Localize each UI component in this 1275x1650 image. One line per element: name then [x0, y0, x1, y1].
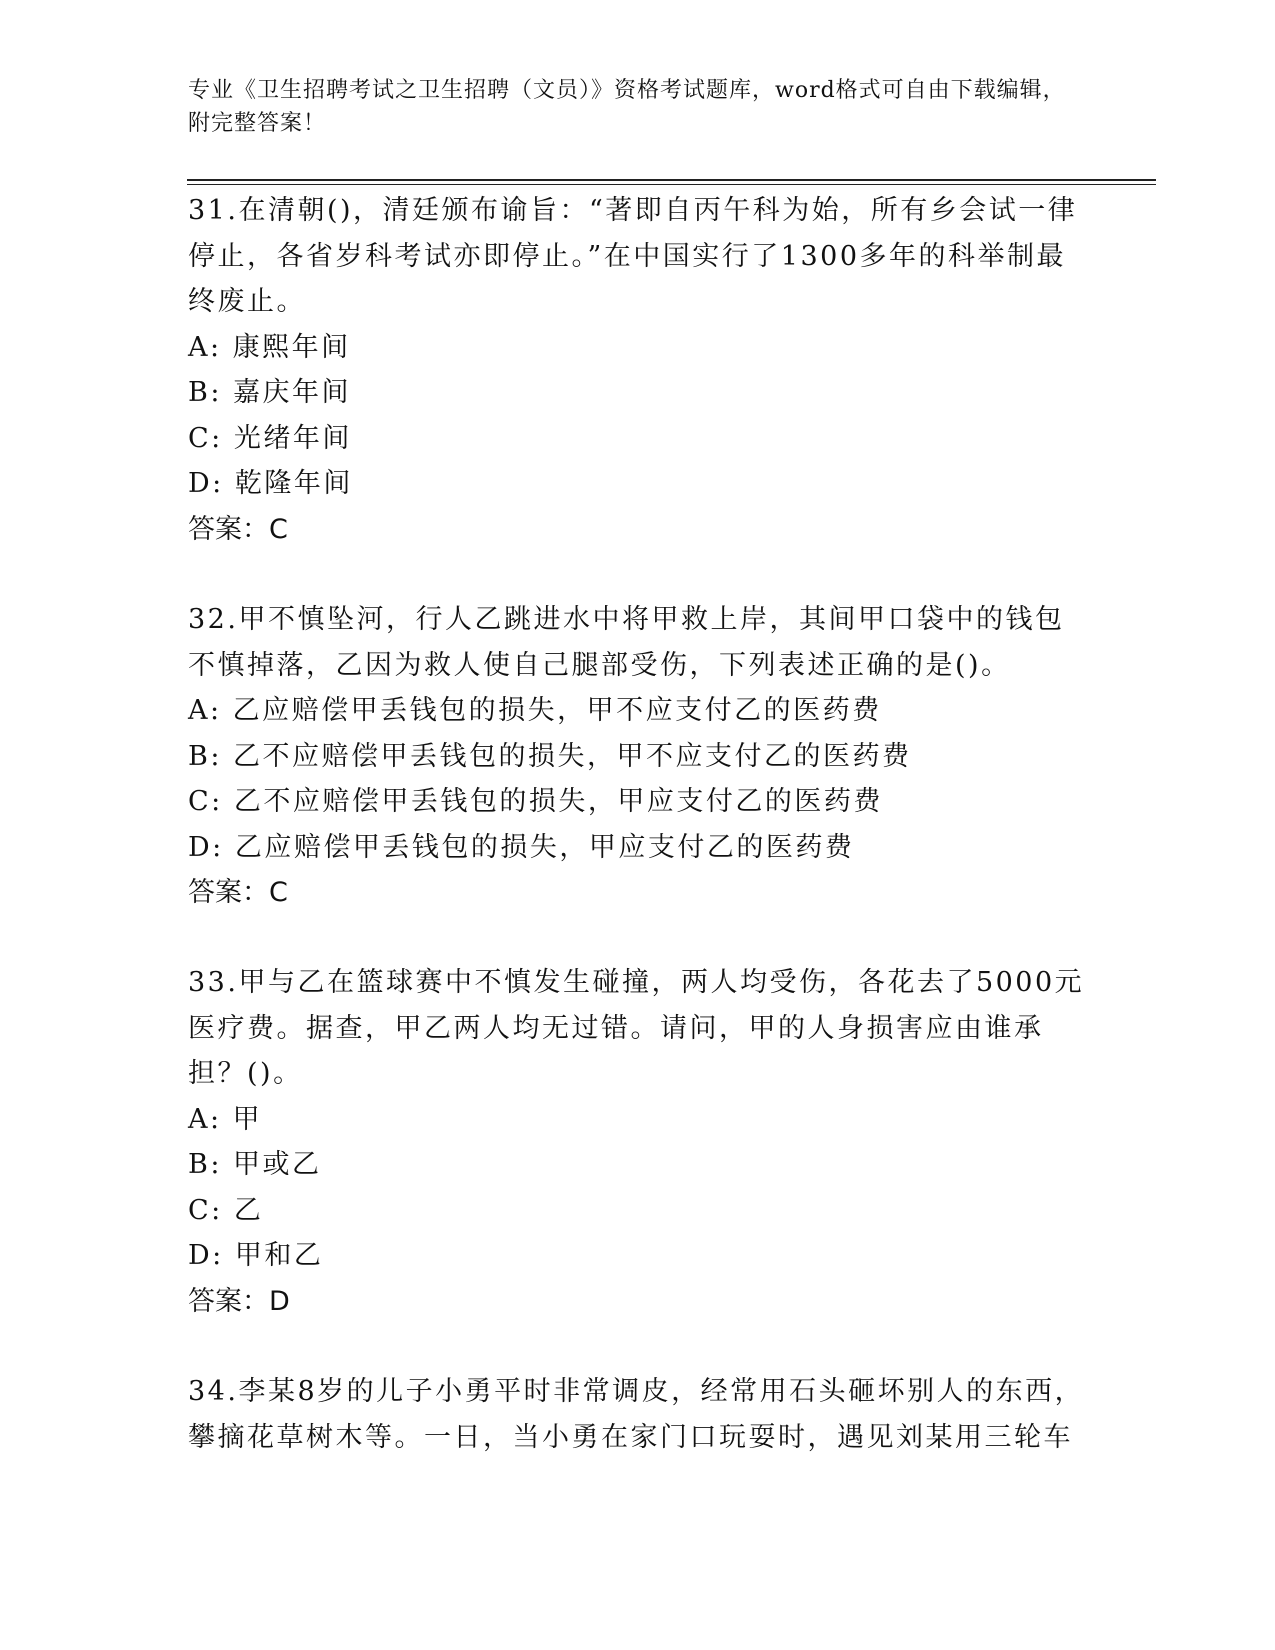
option-a: A: 乙应赔偿甲丢钱包的损失，甲不应支付乙的医药费 [188, 695, 882, 726]
question-31 [188, 188, 1088, 552]
answer: 答案：C [188, 513, 288, 545]
question-stem: 31.在清朝()，清廷颁布谕旨：“著即自丙午科为始，所有乡会试一律停止，各省岁科考试亦即停止。”在中国实行了1300多年的科举制最终废止。 [188, 195, 1078, 317]
option-c: C: 乙不应赔偿甲丢钱包的损失，甲应支付乙的医药费 [188, 786, 883, 817]
question-32 [188, 597, 1088, 916]
question-stem: 34.李某8岁的儿子小勇平时非常调皮，经常用石头砸坏别人的东西，攀摘花草树木等。一日，当小勇在家门口玩耍时，遇见刘某用三轮车 [188, 1376, 1085, 1453]
option-d: D: 乾隆年间 [188, 468, 353, 499]
option-d: D: 乙应赔偿甲丢钱包的损失，甲应支付乙的医药费 [188, 831, 855, 863]
option-b: B: 嘉庆年间 [188, 377, 352, 408]
question-stem: 33.甲与乙在篮球赛中不慎发生碰撞，两人均受伤，各花去了5000元医疗费。据查，甲乙两人均无过错。请问，甲的人身损害应由谁承担？()。 [188, 967, 1085, 1089]
header-divider [187, 179, 1156, 181]
document-header: 专业《卫生招聘考试之卫生招聘（文员）》资格考试题库，word格式可自由下载编辑，附完整答案！ [188, 78, 1066, 136]
option-c: C: 乙 [188, 1194, 264, 1226]
question-34 [188, 1369, 1088, 1460]
option-b: B: 甲或乙 [188, 1149, 322, 1180]
option-a: A: 甲 [188, 1103, 263, 1135]
option-c: C: 光绪年间 [188, 422, 352, 454]
header-divider-thin [187, 184, 1156, 185]
answer: 答案：C [188, 877, 288, 908]
answer: 答案：D [188, 1285, 290, 1317]
question-stem: 32.甲不慎坠河，行人乙跳进水中将甲救上岸，其间甲口袋中的钱包不慎掉落，乙因为救人使自己腿部受伤，下列表述正确的是()。 [188, 604, 1065, 681]
question-33 [188, 960, 1088, 1324]
option-d: D: 甲和乙 [188, 1240, 324, 1271]
option-a: A: 康熙年间 [188, 331, 351, 363]
option-b: B: 乙不应赔偿甲丢钱包的损失，甲不应支付乙的医药费 [188, 740, 912, 772]
